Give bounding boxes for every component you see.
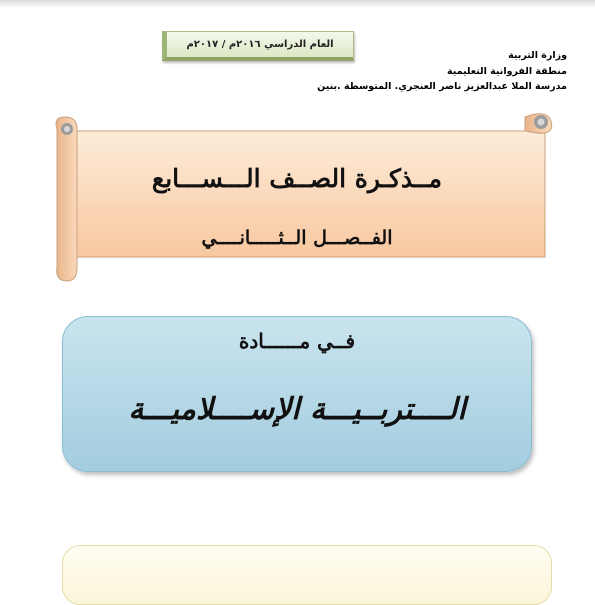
ministry-name: وزارة التربية [508,50,567,61]
subject-box [62,316,532,472]
page-top-shadow [0,0,595,8]
academic-year-text: العام الدراسي ٢٠١٦م / ٢٠١٧م [186,39,334,50]
school-header [247,48,567,95]
scroll-shape [47,107,557,292]
bottom-info-box [62,545,552,605]
banner-title: مــذكـرة الصــف الـــســـابع [151,164,443,193]
subject-name: الــــتربــيـــة الإســــلاميـــة [128,392,466,427]
school-name: مدرسة الملا عبدالعزيز ناصر العنجري. المتوسطة .بنين [317,81,567,92]
subject-intro: فــي مــــــادة [238,329,356,353]
title-scroll-banner [47,107,557,292]
region-name: منطقة الفروانية التعليمية [447,65,567,77]
banner-subtitle: الفــصـــل الــثـــــانــــي [201,227,393,249]
